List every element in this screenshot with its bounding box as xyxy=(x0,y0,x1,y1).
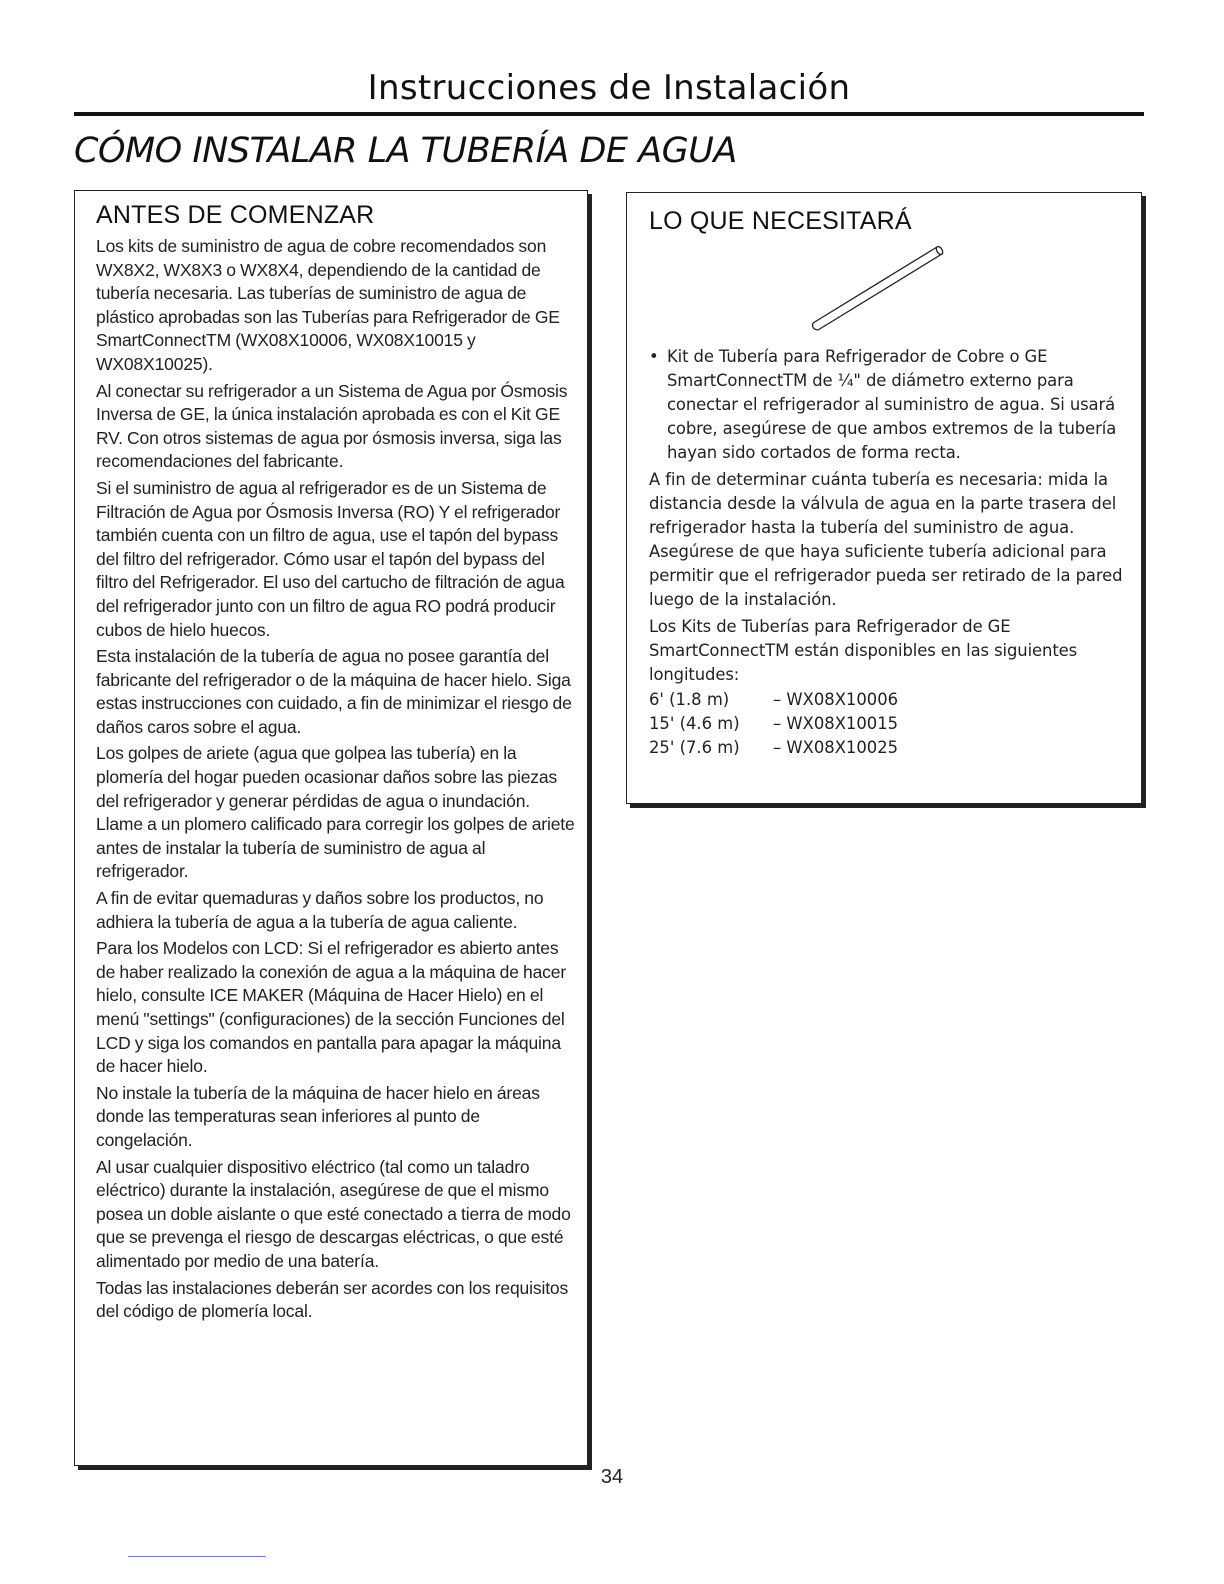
before-you-begin-body xyxy=(96,235,577,1324)
paragraph: Esta instalación de la tubería de agua no posee garantía del fabricante del refrigerador o de la máquina de hacer hielo. Siga estas instrucciones con cuidado, a fin de minimizar el riesgo de daños caros sobre el agua. xyxy=(96,646,572,737)
paragraph: No instale la tubería de la máquina de hacer hielo en áreas donde las temperaturas sean inferiores al punto de congelación. xyxy=(96,1082,540,1150)
tubing-lengths-table xyxy=(649,688,898,760)
table-row xyxy=(649,736,898,760)
bullet-icon: • xyxy=(649,347,659,366)
list-item xyxy=(649,345,1127,465)
paragraph: Al conectar su refrigerador a un Sistema de Agua por Ósmosis Inversa de GE, la única instalación aprobada es con el Kit GE RV. Con otros sistemas de agua por ósmosis inversa, siga las recomendaciones del fabricante. xyxy=(96,380,568,472)
page-number: 34 xyxy=(600,1466,624,1488)
paragraph: A fin de evitar quemaduras y daños sobre los productos, no adhiera la tubería de agua a la tubería de agua caliente. xyxy=(96,888,544,932)
paragraph: Los Kits de Tuberías para Refrigerador de GE SmartConnectTM están disponibles en las siguientes longitudes: xyxy=(649,617,1078,684)
paragraph: Todas las instalaciones deberán ser acordes con los requisitos del código de plomería local. xyxy=(96,1277,569,1322)
bullet-text: Kit de Tubería para Refrigerador de Cobre o GE SmartConnectTM de ¼" de diámetro externo para conectar el refrigerador al suministro de agua. Si usará cobre, asegúrese de que ambos extremos de la tubería hayan sido cortados de forma recta. xyxy=(667,347,1117,462)
paragraph: Los golpes de ariete (agua que golpea las tubería) en la plomería del hogar pueden ocasionar daños sobre las piezas del refrigerador y generar pérdidas de agua o inundación. Llame a un plomero calificado para corregir los golpes de ariete antes de instalar la tubería de suministro de agua al refrigerador. xyxy=(96,743,575,882)
length-cell: 25' (7.6 m) xyxy=(649,738,740,757)
part-number-cell: – WX08X10006 xyxy=(773,690,899,709)
section-title: CÓMO INSTALAR LA TUBERÍA DE AGUA xyxy=(74,131,737,171)
paragraph: A fin de determinar cuánta tubería es necesaria: mida la distancia desde la válvula de agua en la parte trasera del refrigerador hasta la tubería del suministro de agua. Asegúrese de que haya suficiente tubería adicional para permitir que el refrigerador pueda ser retirado de la pared luego de la instalación. xyxy=(649,470,1123,609)
before-you-begin-heading: ANTES DE COMENZAR xyxy=(96,201,375,229)
length-cell: 15' (4.6 m) xyxy=(649,714,740,733)
what-you-need-box xyxy=(626,192,1142,804)
tubing-illustration-icon xyxy=(789,239,949,339)
paragraph: Los kits de suministro de agua de cobre recomendados son WX8X2, WX8X3 o WX8X4, dependiendo de la cantidad de tubería necesaria. Las tuberías de suministro de agua de plástico aprobadas son las Tuberías para Refrigerador de GE SmartConnectTM (WX08X10006, WX08X10015 y WX08X10025). xyxy=(96,236,560,374)
what-you-need-body xyxy=(649,345,1127,760)
before-you-begin-box xyxy=(74,190,588,1466)
page-header xyxy=(74,66,1144,110)
part-number-cell: – WX08X10015 xyxy=(773,714,899,733)
paragraph: Al usar cualquier dispositivo eléctrico (tal como un taladro eléctrico) durante la instalación, asegúrese de que el mismo posea un doble aislante o que esté conectado a tierra de modo que se prevenga el riesgo de descargas eléctricas, o que esté alimentado por medio de una batería. xyxy=(96,1156,571,1271)
header-divider xyxy=(74,112,1144,116)
table-row xyxy=(649,688,898,712)
what-you-need-heading: LO QUE NECESITARÁ xyxy=(649,207,912,235)
table-row xyxy=(649,712,898,736)
paragraph: Para los Modelos con LCD: Si el refrigerador es abierto antes de haber realizado la conexión de agua a la máquina de hacer hielo, consulte ICE MAKER (Máquina de Hacer Hielo) en el menú "settings" (configuraciones) de la sección Funciones del LCD y siga los comandos en pantalla para apagar la máquina de hacer hielo. xyxy=(96,938,567,1077)
length-cell: 6' (1.8 m) xyxy=(649,690,730,709)
footer-divider xyxy=(128,1556,266,1557)
part-number-cell: – WX08X10025 xyxy=(773,738,899,757)
page-title: Instrucciones de Instalación xyxy=(367,68,851,108)
paragraph: Si el suministro de agua al refrigerador es de un Sistema de Filtración de Agua por Ósmosis Inversa (RO) Y el refrigerador también cuenta con un filtro de agua, use el tapón del bypass del filtro del refrigerador. Cómo usar el tapón del bypass del filtro del Refrigerador. El uso del cartucho de filtración de agua del refrigerador junto con un filtro de agua RO podrá producir cubos de hielo huecos. xyxy=(96,477,565,640)
